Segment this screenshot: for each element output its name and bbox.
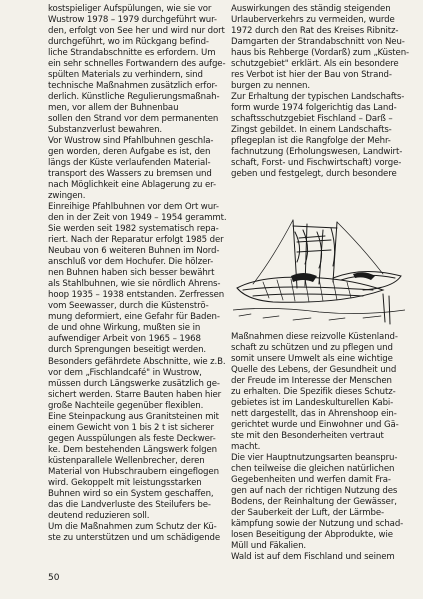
left-column-line: das die Landverluste des Steilufers be-: [48, 499, 211, 510]
left-column-line: gegen Ausspülungen als feste Deckwer-: [48, 433, 216, 444]
right-column-top-line: burgen zu nennen.: [231, 81, 310, 92]
left-column-line: vor dem „Fischlandcafé" in Wustrow,: [48, 367, 202, 378]
left-column-line: transport des Wassers zu bremsen und: [48, 169, 212, 180]
right-column-bottom-line: nett dargestellt, das in Ahrenshoop ein-: [231, 409, 397, 420]
left-column-line: hoop 1935 – 1938 entstanden. Zerfressen: [48, 290, 225, 301]
right-column-bottom-line: gerichtet wurde und Einwohner und Gä-: [231, 420, 399, 431]
right-column-bottom-line: kämpfung sowie der Nutzung und schad-: [231, 519, 404, 530]
right-column-top-line: fachnutzung (Erholungswesen, Landwirt-: [231, 147, 403, 158]
right-column-top-line: Zingst gebildet. In einem Landschafts-: [231, 125, 392, 136]
right-column-bottom-line: der Sauberkeit der Luft, der Lärmbe-: [231, 508, 385, 519]
boats-on-beach-drawing-icon: [233, 218, 405, 326]
left-column-line: Substanzverlust bewahren.: [48, 125, 163, 136]
right-column-bottom-line: schaft zu schützen und zu pflegen und: [231, 343, 393, 354]
right-column-bottom-line: losen Beseitigung der Abprodukte, wie: [231, 530, 393, 541]
left-text-column: [48, 4, 227, 544]
left-column-line: derlich. Künstliche Regulierungsmaßnah-: [48, 92, 220, 103]
left-column-line: durchgeführt, wo im Rückgang befind-: [48, 37, 209, 48]
left-column-line: vom Seewasser, durch die Küstenströ-: [48, 301, 209, 312]
right-text-column-top: [231, 4, 410, 180]
left-column-line: Buhnen wird so ein System geschaffen,: [48, 488, 214, 499]
right-column-top-line: Zur Erhaltung der typischen Landschafts-: [231, 92, 405, 103]
right-column-top-line: haus bis Rehberge (Vordarß) zum „Küsten-: [231, 48, 410, 59]
left-column-line: Neubau von 6 weiteren Buhnen im Nord-: [48, 246, 220, 257]
right-column-bottom-line: Maßnahmen diese reizvolle Küstenland-: [231, 332, 398, 342]
right-column-bottom-line: der Freude im Interesse der Menschen: [231, 376, 392, 387]
right-column-top-line: Damgarten der Strandabschnitt von Neu-: [231, 37, 405, 48]
right-column-top-line: Auswirkungen des ständig steigenden: [231, 4, 391, 14]
right-column-bottom-line: gen auf nach der richtigen Nutzung des: [231, 486, 398, 497]
right-column-bottom-line: somit unsere Umwelt als eine wichtige: [231, 354, 393, 365]
left-column-line: den in der Zeit von 1949 – 1954 gerammt.: [48, 213, 227, 224]
right-column-top-line: 1972 durch den Rat des Kreises Ribnitz-: [231, 26, 399, 37]
left-column-line: Einreihige Pfahlbuhnen vor dem Ort wur-: [48, 202, 219, 213]
left-column-line: anschluß vor dem Hochufer. Die hölzer-: [48, 257, 214, 268]
left-column-line: große Nachteile gegenüber flexiblen.: [48, 400, 204, 411]
right-column-top-line: schutzgebiet" erklärt. Als ein besondere: [231, 59, 399, 70]
left-column-line: als Stahlbuhnen, wie sie nördlich Ahrens-: [48, 279, 221, 290]
left-column-line: men, vor allem der Buhnenbau: [48, 103, 179, 114]
right-column-bottom-line: gebietes ist im Landeskulturellen Kabi-: [231, 398, 394, 409]
right-column-bottom-line: ste mit den Besonderheiten vertraut: [231, 431, 384, 442]
left-column-line: sichert werden. Starre Bauten haben hier: [48, 389, 222, 400]
left-column-line: Besonders gefährdete Abschnitte, wie z.B.: [48, 356, 226, 367]
right-column-bottom-line: Gegebenheiten und werfen damit Fra-: [231, 475, 391, 486]
left-column-line: nen Buhnen haben sich besser bewährt: [48, 268, 215, 279]
page-number: 50: [48, 573, 60, 583]
left-column-line: küstenparallele Wellenbrecher, deren: [48, 455, 205, 466]
left-column-line: aufwendiger Arbeit von 1965 – 1968: [48, 334, 201, 345]
left-column-line: gen worden, deren Aufgabe es ist, den: [48, 147, 211, 158]
left-column-line: kostspieliger Aufspülungen, wie sie vor: [48, 4, 212, 14]
left-column-line: deutend reduzieren soll.: [48, 510, 150, 521]
left-column-line: Eine Steinpackung aus Granitsteinen mit: [48, 411, 219, 422]
left-column-line: nach Möglichkeit eine Ablagerung zu er-: [48, 180, 217, 191]
left-column-line: Sie werden seit 1982 systematisch repa-: [48, 224, 219, 235]
right-column-bottom-line: Bodens, der Reinhaltung der Gewässer,: [231, 497, 397, 508]
right-column-bottom-line: zu erhalten. Die Spezifik dieses Schutz-: [231, 387, 396, 398]
left-column-line: spülten Materials zu verhindern, sind: [48, 70, 203, 81]
left-column-line: längs der Küste verlaufenden Material-: [48, 158, 211, 169]
left-column-line: Wustrow 1978 – 1979 durchgeführt wur-: [48, 15, 217, 26]
right-column-top-line: pflegeplan ist die Rangfolge der Mehr-: [231, 136, 391, 147]
right-column-bottom-line: Die vier Hauptnutzungsarten beanspru-: [231, 453, 398, 464]
left-column-line: ke. Dem bestehenden Längswerk folgen: [48, 444, 217, 455]
right-column-bottom-line: Wald ist auf dem Fischland und seinem: [231, 552, 395, 563]
left-column-line: technische Maßnahmen zusätzlich erfor-: [48, 81, 218, 92]
left-column-line: liche Strandabschnitte es erfordern. Um: [48, 48, 216, 59]
right-column-top-line: form wurde 1974 folgerichtig das Land-: [231, 103, 397, 114]
left-column-line: mung deformiert, eine Gefahr für Baden-: [48, 312, 220, 323]
left-column-line: Vor Wustrow sind Pfahlbuhnen geschla-: [48, 136, 214, 147]
right-column-bottom-line: Müll und Fäkalien.: [231, 541, 307, 552]
right-column-top-line: geben und festgelegt, durch besondere: [231, 169, 397, 180]
left-column-line: ein sehr schnelles Fortwandern des aufge-: [48, 59, 226, 70]
left-column-line: den, erfolgt von See her und wird nur dort: [48, 26, 225, 37]
left-column-line: müssen durch Längswerke zusätzlich ge-: [48, 378, 220, 389]
left-column-line: Um die Maßnahmen zum Schutz der Kü-: [48, 521, 217, 532]
right-column-top-line: res Verbot ist hier der Bau von Strand-: [231, 70, 392, 81]
left-column-line: wird. Gekoppelt mit leistungsstarken: [48, 477, 202, 488]
right-column-bottom-line: Quelle des Lebens, der Gesundheit und: [231, 365, 397, 376]
left-column-line: ste zu unterstützen und um schädigende: [48, 532, 221, 543]
right-text-column-bottom: [231, 332, 403, 563]
left-column-line: Material von Hubschraubern eingeflogen: [48, 466, 219, 477]
right-column-bottom-line: chen teilweise die gleichen natürlichen: [231, 464, 395, 475]
left-column-line: einem Gewicht von 1 bis 2 t ist sicherer: [48, 422, 214, 433]
right-column-top-line: schaft, Forst- und Fischwirtschaft) vorge-: [231, 158, 402, 169]
right-column-bottom-line: macht.: [231, 442, 261, 453]
left-column-line: de und ohne Wirkung, mußten sie in: [48, 323, 201, 334]
left-column-line: riert. Nach der Reparatur erfolgt 1985 der: [48, 235, 224, 246]
right-column-top-line: schaftsschutzgebiet Fischland – Darß –: [231, 114, 393, 125]
left-column-line: durch Sprengungen beseitigt werden.: [48, 345, 207, 356]
left-column-line: sollen den Strand vor dem permanenten: [48, 114, 219, 125]
left-column-line: zwingen.: [48, 191, 86, 202]
right-column-top-line: Urlauberverkehrs zu vermeiden, wurde: [231, 15, 395, 26]
